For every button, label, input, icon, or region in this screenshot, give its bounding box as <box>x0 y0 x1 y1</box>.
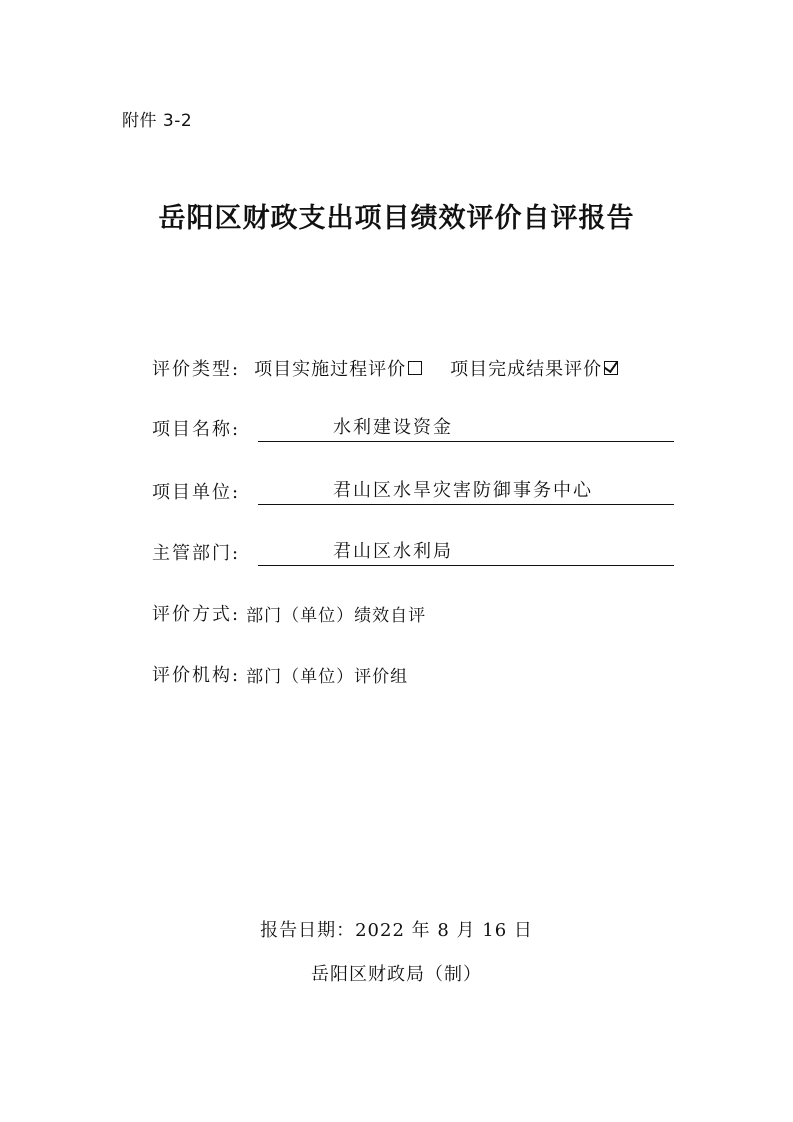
department-field <box>258 538 674 566</box>
evaluation-method-value: 部门（单位）绩效自评 <box>246 605 427 626</box>
option-process-evaluation[interactable] <box>254 355 422 381</box>
attachment-number: 附件 3-2 <box>122 111 193 131</box>
option-result-evaluation[interactable] <box>450 355 618 381</box>
report-title: 岳阳区财政支出项目绩效评价自评报告 <box>158 203 635 234</box>
evaluation-method-row <box>152 599 426 627</box>
checked-box-icon[interactable] <box>604 361 618 375</box>
evaluation-body-row <box>152 660 408 688</box>
project-name-label: 项目名称: <box>152 419 241 440</box>
evaluation-type-label: 评价类型: <box>152 359 241 380</box>
issuer: 岳阳区财政局（制） <box>311 964 482 985</box>
department-label: 主管部门: <box>152 543 241 564</box>
unchecked-box-icon[interactable] <box>408 361 422 375</box>
evaluation-body-value: 部门（单位）评价组 <box>246 666 409 687</box>
project-unit-row <box>152 477 240 505</box>
project-unit-value: 君山区水旱灾害防御事务中心 <box>333 480 593 501</box>
evaluation-method-label: 评价方式: <box>152 604 241 625</box>
project-name-value: 水利建设资金 <box>333 417 453 438</box>
department-value: 君山区水利局 <box>333 541 453 562</box>
option-result-label: 项目完成结果评价 <box>450 359 603 380</box>
department-row <box>152 538 240 566</box>
option-process-label: 项目实施过程评价 <box>254 359 407 380</box>
report-date: 报告日期：2022 年 8 月 16 日 <box>260 920 533 941</box>
evaluation-type-row <box>152 354 618 382</box>
evaluation-body-label: 评价机构: <box>152 665 241 686</box>
project-unit-field <box>258 477 674 505</box>
project-name-row <box>152 414 240 442</box>
project-unit-label: 项目单位: <box>152 482 241 503</box>
project-name-field <box>258 414 674 442</box>
